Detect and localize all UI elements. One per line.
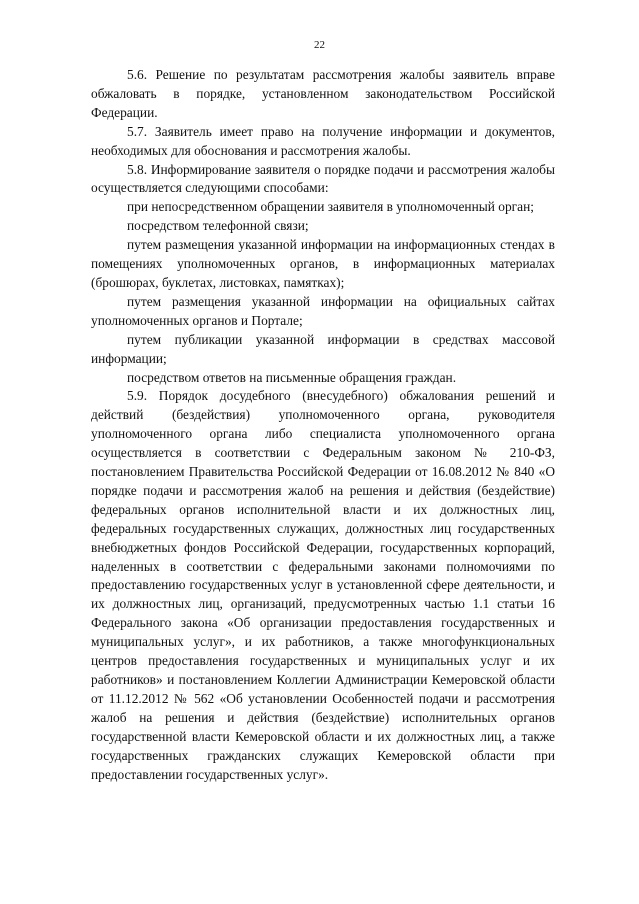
paragraph-5-6: 5.6. Решение по результатам рассмотрения жалобы заявитель вправе обжаловать в порядке, установленном законодательством Российской Федерации. bbox=[91, 67, 555, 120]
page-number: 22 bbox=[314, 39, 325, 51]
list-item-mass-media: путем публикации указанной информации в средствах массовой информации; bbox=[91, 331, 555, 366]
document-body bbox=[91, 66, 555, 784]
paragraph-5-7: 5.7. Заявитель имеет право на получение информации и документов, необходимых для обоснования и рассмотрения жалобы. bbox=[91, 123, 555, 158]
list-item-info-stands: путем размещения указанной информации на информационных стендах в помещениях уполномоченных органов, в информационных материалах (брошюрах, буклетах, листовках, памятках); bbox=[91, 237, 555, 290]
list-item-written-responses: посредством ответов на письменные обращения граждан. bbox=[127, 369, 457, 385]
paragraph-5-8: 5.8. Информирование заявителя о порядке подачи и рассмотрения жалобы осуществляется следующими способами: bbox=[91, 161, 555, 196]
paragraph-5-9: 5.9. Порядок досудебного (внесудебного) обжалования решений и действий (бездействия) уполномоченного органа, руководителя уполномоченного органа либо специалиста уполномоченного органа осуществляется в соответствии с Федеральным законом № 210-ФЗ, постановлением Правительства Российской Федерации от 16.08.2012 № 840 «О порядке подачи и рассмотрения жалоб на решения и действия (бездействие) федеральных органов исполнительной власти и их должностных лиц, федеральных государственных служащих, должностных лиц государственных внебюджетных фондов Российской Федерации, государственных корпораций, наделенных в соответствии с федеральными законами полномочиями по предоставлению государственных услуг в установленной сфере деятельности, и их должностных лиц, организаций, предусмотренных частью 1.1 статьи 16 Федерального закона «Об организации предоставления государственных и муниципальных услуг», и их работников, а также многофункциональных центров предоставления государственных и муниципальных услуг и их работников» и постановлением Коллегии Администрации Кемеровской области от 11.12.2012 № 562 «Об установлении Особенностей подачи и рассмотрения жалоб на решения и действия (бездействие) исполнительных органов государственной власти Кемеровской области и их должностных лиц, а также государственных гражданских служащих Кемеровской области при предоставлении государственных услуг». bbox=[91, 388, 555, 782]
list-item-telephone: посредством телефонной связи; bbox=[127, 218, 309, 234]
list-item-direct-appeal: при непосредственном обращении заявителя в уполномоченный орган; bbox=[127, 199, 534, 215]
list-item-official-sites: путем размещения указанной информации на официальных сайтах уполномоченных органов и Портале; bbox=[91, 293, 555, 328]
